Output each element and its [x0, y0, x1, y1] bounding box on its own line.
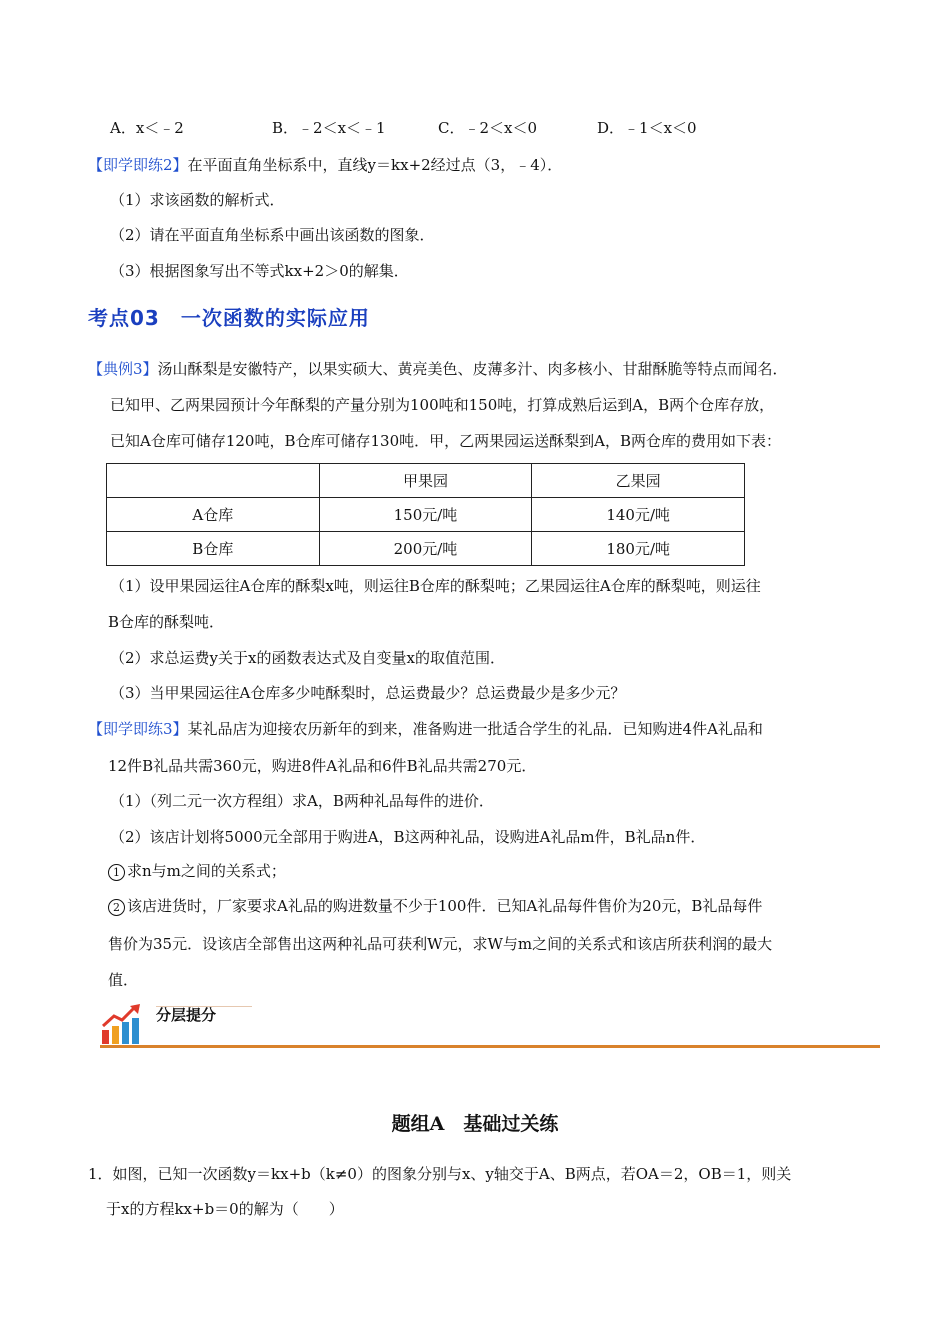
- table-header-cell: 乙果园: [532, 464, 745, 498]
- example3-text1: 汤山酥梨是安徽特产，以果实硕大、黄亮美色、皮薄多汁、肉多核小、甘甜酥脆等特点而闻名．: [157, 360, 788, 378]
- practice2-q2: （2）请在平面直角坐标系中画出该函数的图象．: [110, 226, 435, 244]
- growth-chart-icon: [100, 1002, 144, 1046]
- table-header-row: [107, 464, 745, 498]
- example3-tag: 【典例3】: [88, 360, 158, 378]
- example3-q1-line2: B仓库的酥梨吨．: [108, 613, 225, 631]
- practice2-stem-line: [88, 155, 562, 175]
- practice3-sub1: [108, 861, 286, 881]
- practice3-sub2-line3: 值．: [108, 971, 139, 989]
- practice3-sub2-line2: 售价为35元．设该店全部售出这两种礼品可获利W元，求W与m之间的关系式和该店所获利润的最大: [108, 935, 773, 953]
- table-header-cell: 甲果园: [319, 464, 532, 498]
- example3-q3: （3）当甲果园运往A仓库多少吨酥梨时，总运费最少？总运费最少是多少元？: [110, 684, 626, 702]
- example3-line2: 已知甲、乙两果园预计今年酥梨的产量分别为100吨和150吨，打算成熟后运到A，B两个仓库存放，: [110, 396, 775, 414]
- practice3-q1: （1）（列二元一次方程组）求A，B两种礼品每件的进价．: [110, 792, 494, 810]
- problem1-line1: 1．如图，已知一次函数y＝kx+b（k≠0）的图象分别与x、y轴交于A、B两点，若OA＝2，OB＝1，则关: [88, 1165, 792, 1183]
- table-row: [107, 498, 745, 532]
- example3-line3: 已知A仓库可储存120吨，B仓库可储存130吨．甲，乙两果园运送酥梨到A，B两仓库的费用如下表：: [110, 432, 781, 450]
- practice2-q1: （1）求该函数的解析式．: [110, 191, 285, 209]
- practice3-tag: 【即学即练3】: [88, 720, 188, 738]
- practice3-sub2-line1: [108, 896, 762, 916]
- banner-rule: [100, 1045, 880, 1048]
- example3-q1-line1: （1）设甲果园运往A仓库的酥梨x吨，则运往B仓库的酥梨吨；乙果园运往A仓库的酥梨吨，则运往: [110, 577, 761, 595]
- problem1-line2: 于x的方程kx+b＝0的解为（ ）: [106, 1200, 344, 1218]
- example3-q2: （2）求总运费y关于x的函数表达式及自变量x的取值范围．: [110, 649, 505, 667]
- table-header-cell: [107, 464, 320, 498]
- table-cell: A仓库: [107, 498, 320, 532]
- table-cell: 150元/吨: [319, 498, 532, 532]
- option-a: A．x＜﹣2: [110, 119, 184, 137]
- practice3-text1: 某礼品店为迎接农历新年的到来，准备购进一批适合学生的礼品．已知购进4件A礼品和: [187, 720, 763, 738]
- circled-number-1: 1: [108, 864, 125, 881]
- option-d: D．﹣1＜x＜0: [597, 119, 697, 137]
- practice3-sub1-text: 求n与m之间的关系式；: [127, 862, 286, 880]
- table-cell: 140元/吨: [532, 498, 745, 532]
- group-title: 题组A 基础过关练: [391, 1113, 559, 1135]
- table-cell: B仓库: [107, 532, 320, 566]
- practice3-sub2-text1: 该店进货时，厂家要求A礼品的购进数量不少于100件．已知A礼品每件售价为20元，B礼品每件: [127, 897, 763, 915]
- table-cell: 180元/吨: [532, 532, 745, 566]
- practice2-tag: 【即学即练2】: [88, 156, 188, 174]
- fee-table: [106, 463, 745, 566]
- table-cell: 200元/吨: [319, 532, 532, 566]
- circled-number-2: 2: [108, 899, 125, 916]
- example3-line1: [88, 359, 788, 379]
- practice3-line1: [88, 719, 763, 739]
- table-row: [107, 532, 745, 566]
- practice3-line2: 12件B礼品共需360元，购进8件A礼品和6件B礼品共需270元．: [108, 757, 537, 775]
- option-c: C．﹣2＜x＜0: [438, 119, 538, 137]
- practice2-q3: （3）根据图象写出不等式kx+2＞0的解集．: [110, 262, 409, 280]
- section-title: 考点03 一次函数的实际应用: [88, 306, 370, 330]
- layered-banner: [100, 998, 880, 1050]
- practice3-q2: （2）该店计划将5000元全部用于购进A，B这两种礼品，设购进A礼品m件，B礼品n件．: [110, 828, 706, 846]
- banner-label: 分层提分: [156, 1006, 217, 1024]
- option-b: B．﹣2＜x＜﹣1: [272, 119, 386, 137]
- practice2-stem: 在平面直角坐标系中，直线y＝kx+2经过点（3，﹣4）．: [187, 156, 563, 174]
